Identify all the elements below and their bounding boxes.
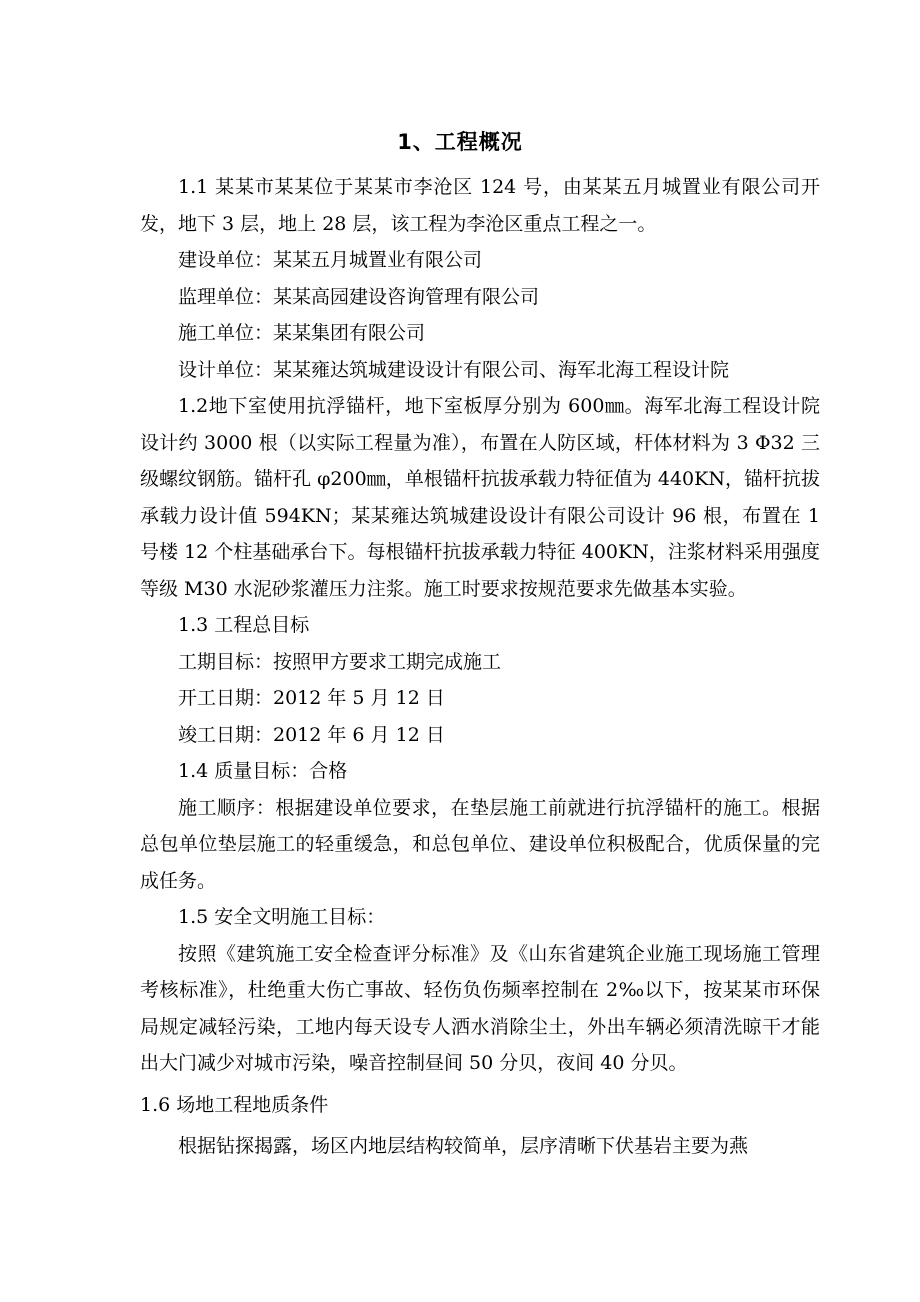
paragraph-1-5-heading: 1.5 安全文明施工目标： <box>178 906 386 928</box>
paragraph-construction-unit: 建设单位：某某五月城置业有限公司 <box>178 249 483 271</box>
paragraph-completion-date: 竣工日期：2012 年 6 月 12 日 <box>178 723 445 746</box>
paragraph-design-unit: 设计单位：某某雍达筑城建设设计有限公司、海军北海工程设计院 <box>178 358 730 381</box>
paragraph-contractor-unit: 施工单位：某某集团有限公司 <box>178 322 426 344</box>
paragraph-geology: 根据钻探揭露，场区内地层结构较简单，层序清晰下伏基岩主要为燕 <box>178 1135 749 1157</box>
paragraph-1-1: 1.1 某某市某某位于某某市李沧区 124 号，由某某五月城置业有限公司开发，地下 3 层，地上 28 层，该工程为李沧区重点工程之一。 <box>140 176 820 235</box>
paragraph-construction-sequence: 施工顺序：根据建设单位要求，在垫层施工前就进行抗浮锚杆的施工。根据总包单位垫层施工的轻重缓急，和总包单位、建设单位积极配合，优质保量的完成任务。 <box>140 796 820 892</box>
paragraph-1-6-heading: 1.6 场地工程地质条件 <box>140 1093 329 1116</box>
paragraph-1-2: 1.2地下室使用抗浮锚杆，地下室板厚分别为 600㎜。海军北海工程设计院设计约 3000 根（以实际工程量为准），布置在人防区域，杆体材料为 3 Φ32 三级螺纹钢筋。锚杆孔 φ200㎜，单根锚杆抗拔承载力特征值为 440KN，锚杆抗拔承载力设计值 594KN；某某雍达筑城建设设计有限公司设计 96 根，布置在 1 号楼 12 个柱基础承台下。每根锚杆抗拔承载力特征 400KN，注浆材料采用强度等级 M30 水泥砂浆灌压力注浆。施工时要求按规范要求先做基本实验。 <box>140 395 820 600</box>
paragraph-supervision-unit: 监理单位：某某高园建设咨询管理有限公司 <box>178 285 540 308</box>
paragraph-safety-standards: 按照《建筑施工安全检查评分标准》及《山东省建筑企业施工现场施工管理考核标准》，杜绝重大伤亡事故、轻伤负伤频率控制在 2‰以下，按某某市环保局规定减轻污染，工地内每天设专人洒水消除尘土，外出车辆必须清洗晾干才能出大门减少对城市污染，噪音控制昼间 50 分贝，夜间 40 分贝。 <box>140 942 820 1074</box>
paragraph-1-3-heading: 1.3 工程总目标 <box>178 614 310 636</box>
paragraph-schedule-target: 工期目标：按照甲方要求工期完成施工 <box>178 650 502 673</box>
paragraph-start-date: 开工日期：2012 年 5 月 12 日 <box>178 687 445 709</box>
section-title: 1、工程概况 <box>397 130 523 154</box>
paragraph-1-4-quality: 1.4 质量目标：合格 <box>178 760 348 782</box>
document-body <box>140 169 820 1165</box>
